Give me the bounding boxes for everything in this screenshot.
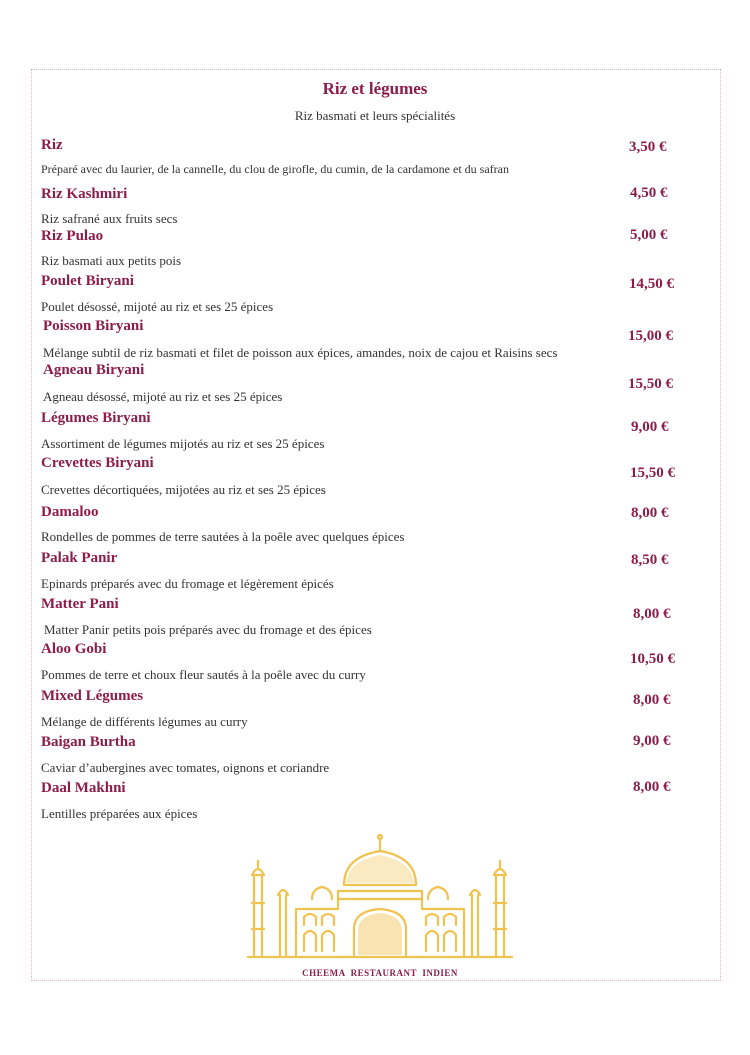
menu-item-price: 10,50 € (630, 651, 675, 667)
menu-item-name: Palak Panir (41, 550, 118, 566)
menu-item-description: Mélange de différents légumes au curry (41, 714, 248, 729)
menu-item-name: Mixed Légumes (41, 688, 144, 704)
menu-item-name: Riz (41, 137, 63, 153)
taj-mahal-icon (240, 833, 520, 963)
menu-item-description: Préparé avec du laurier, de la cannelle, du clou de girofle, du cumin, de la cardamone et du safran (41, 162, 509, 176)
menu-item-price: 8,00 € (631, 505, 669, 521)
menu-item-description: Lentilles préparées aux épices (41, 806, 198, 821)
menu-item-price: 8,50 € (631, 552, 669, 568)
menu-item-name: Daal Makhni (41, 780, 126, 796)
menu-item-price: 14,50 € (629, 276, 674, 292)
menu-item-description: Poulet désossé, mijoté au riz et ses 25 épices (41, 299, 274, 314)
menu-item-name: Crevettes Biryani (41, 455, 154, 471)
menu-item-description: Riz basmati aux petits pois (41, 253, 182, 268)
menu-item-description: Matter Panir petits pois préparés avec du fromage et des épices (44, 622, 372, 637)
menu-item-name: Riz Kashmiri (41, 186, 128, 202)
menu-item-price: 3,50 € (629, 139, 667, 155)
menu-item-description: Agneau désossé, mijoté au riz et ses 25 épices (43, 389, 283, 404)
menu-item-price: 15,50 € (630, 465, 675, 481)
menu-item-name: Poulet Biryani (41, 273, 134, 289)
menu-item-description: Assortiment de légumes mijotés au riz et ses 25 épices (41, 436, 325, 451)
menu-item-description: Crevettes décortiquées, mijotées au riz et ses 25 épices (41, 482, 326, 497)
menu-item-price: 8,00 € (633, 779, 671, 795)
menu-item-name: Matter Pani (41, 596, 119, 612)
menu-item-description: Caviar d’aubergines avec tomates, oignons et coriandre (41, 760, 330, 775)
menu-item-description: Rondelles de pommes de terre sautées à la poêle avec quelques épices (41, 529, 405, 544)
menu-item-name: Légumes Biryani (41, 410, 151, 426)
menu-item-price: 15,50 € (628, 376, 673, 392)
menu-item-price: 9,00 € (631, 419, 669, 435)
menu-item-name: Agneau Biryani (43, 362, 145, 378)
menu-item-name: Aloo Gobi (41, 641, 107, 657)
menu-item-price: 8,00 € (633, 692, 671, 708)
menu-item-description: Mélange subtil de riz basmati et filet de poisson aux épices, amandes, noix de cajou et Raisins secs (43, 345, 558, 360)
menu-item-description: Epinards préparés avec du fromage et légèrement épicés (41, 576, 334, 591)
restaurant-name: CHEEMA RESTAURANT INDIEN (302, 968, 458, 978)
menu-item-name: Riz Pulao (41, 228, 104, 244)
page-title: Riz et légumes (322, 79, 428, 98)
menu-item-name: Baigan Burtha (41, 734, 136, 750)
page-subtitle: Riz basmati et leurs spécialités (294, 108, 456, 123)
menu-item-price: 4,50 € (630, 185, 668, 201)
menu-item-price: 5,00 € (630, 227, 668, 243)
menu-item-name: Damaloo (41, 504, 99, 520)
menu-item-name: Poisson Biryani (43, 318, 144, 334)
menu-item-price: 15,00 € (628, 328, 673, 344)
menu-item-price: 9,00 € (633, 733, 671, 749)
menu-item-description: Riz safrané aux fruits secs (41, 211, 178, 226)
menu-item-description: Pommes de terre et choux fleur sautés à la poêle avec du curry (41, 667, 366, 682)
menu-item-price: 8,00 € (633, 606, 671, 622)
